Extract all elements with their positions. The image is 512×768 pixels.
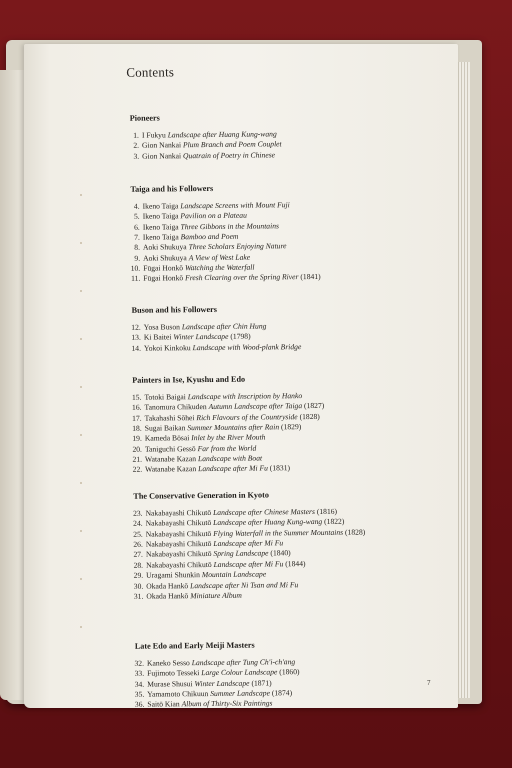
entry-title: Landscape after Mi Fu [213,559,284,569]
entry-artist: Yamamoto Chikuun [147,689,209,699]
entry-number: 24. [133,519,143,529]
entry-artist: Nakabayashi Chikutō [145,507,212,518]
entry-artist: Nakabayashi Chikutō [145,559,212,570]
binding-stitches [80,194,82,664]
entry-title: Landscape with Inscription by Hanko [187,391,303,402]
section-heading: Taiga and his Followers [130,183,214,194]
entry-number: 26. [133,539,143,549]
entry-year: (1816) [316,506,338,516]
entry-artist: Okada Hankō [146,580,189,591]
entry-number: 35. [134,689,145,699]
entry-number: 11. [131,274,141,284]
entry-title: Plum Branch and Poem Couplet [182,139,282,150]
entry-artist: Saitō Kian [147,699,180,710]
entry-number: 13. [131,333,141,343]
entry-title: Summer Landscape [210,688,270,699]
entry-number: 5. [133,211,140,222]
entry-artist: Nakabayashi Chikutō [145,518,212,529]
entry-number: 4. [133,201,140,211]
entry-artist: Okada Hankō [146,591,189,601]
entry-year: (1798) [230,331,251,342]
entry-title: Landscape Screens with Mount Fuji [180,200,290,211]
facing-page-edge [0,70,26,700]
entry-title: Landscape after Chinese Masters [212,506,315,517]
entry-title: Three Scholars Enjoying Nature [188,241,287,252]
entry-title: Quatrain of Poetry in Chinese [182,150,276,160]
entry-year: (1828) [344,527,366,537]
entry-artist: Aoki Shukuya [143,253,187,263]
entry-artist: Uragami Shunkin [146,570,200,580]
entry-artist: I Fukyu [141,130,166,140]
entry-number: 19. [132,434,142,444]
entry-title: Pavilion on a Plateau [180,210,247,221]
entry-artist: Fujimoto Tesseki [147,668,200,679]
entry-artist: Ikeno Taiga [142,232,179,242]
entry-number: 36. [134,700,145,710]
entry-year: (1874) [271,688,293,698]
entry-number: 20. [132,444,142,454]
entry-number: 30. [133,581,144,591]
entry-number: 1. [133,130,139,140]
section-heading: The Conservative Generation in Kyoto [133,490,269,501]
entry-year: (1871) [251,678,272,688]
entry-number: 32. [134,658,145,668]
entry-title: Flying Waterfall in the Summer Mountains [213,527,344,538]
entry-number: 28. [133,560,144,570]
entry-title: Spring Landscape [213,548,269,559]
entry-title: Bamboo and Poem [180,231,239,242]
entry-number: 14. [131,343,141,353]
entry-title: Autumn Landscape after Taiga [208,401,303,412]
entry-year: (1844) [285,558,306,569]
entry-title: Mountain Landscape [201,569,267,580]
entry-artist: Watanabe Kazan [144,454,197,464]
entry-title: Album of Thirty-Six Paintings [181,698,273,709]
entry-title: A View of West Lake [188,252,251,262]
entry-year: (1828) [299,411,320,421]
entry-number: 10. [130,263,141,273]
entry-title: Landscape after Mi Fu [198,463,268,474]
entry-title: Far from the World [197,443,257,453]
entry-artist: Gion Nankai [142,150,182,161]
entry-number: 34. [134,679,145,689]
section-heading: Buson and his Followers [131,304,217,315]
entry-number: 7. [134,232,140,242]
entry-number: 12. [131,322,141,332]
entry-number: 25. [133,529,143,539]
section-heading: Late Edo and Early Meiji Masters [134,640,255,651]
entry-artist: Ki Baitei [143,332,172,343]
entry-title: Landscape with Wood-plank Bridge [192,341,302,352]
entry-artist: Takahashi Sōhei [144,412,195,423]
entry-year: (1831) [269,463,291,473]
entry-title: Miniature Album [190,590,242,600]
entry-title: Landscape after Chin Hung [181,321,267,332]
entry-artist: Nakabayashi Chikutō [145,549,212,560]
entry-title: Landscape after Tung Ch'i-ch'ang [191,657,296,668]
entry-year: (1841) [300,272,321,282]
page-title: Contents [126,64,175,80]
entry-artist: Totoki Baigai [144,392,186,402]
entry-artist: Kaneko Sesso [146,658,190,668]
entry-artist: Nakabayashi Chikutō [145,539,212,549]
entry-number: 9. [134,253,141,263]
entry-number: 22. [132,465,143,475]
entry-artist: Ikeno Taiga [142,221,179,232]
entry-artist: Murase Shusui [147,678,193,689]
entry-artist: Gion Nankai [141,140,182,150]
page-number: 7 [427,679,431,687]
entry-title: Landscape after Huang Kung-wang [167,129,277,140]
entry-number: 3. [133,151,140,161]
entry-title: Landscape with Boat [197,453,263,464]
entry-number: 21. [132,454,143,464]
entry-artist: Ikeno Taiga [142,201,179,211]
entry-title: Winter Landscape [173,332,229,342]
entry-year: (1860) [279,667,300,677]
entry-artist: Fūgai Honkō [143,273,184,284]
entry-number: 2. [133,140,140,151]
entry-title: Winter Landscape [194,678,250,688]
entry-title: Watching the Waterfall [184,262,255,273]
entry-title: Landscape after Ni Tsan and Mi Fu [190,579,299,590]
entry-title: Rich Flavours of the Countryside [196,411,298,422]
section-heading: Painters in Ise, Kyushu and Edo [132,374,246,385]
entry-year: (1827) [303,401,325,411]
entry-artist: Watanabe Kazan [145,464,197,475]
entry-artist: Yokoi Kinkoku [143,342,191,353]
entry-number: 16. [131,403,142,413]
entry-number: 27. [133,550,143,560]
entry-title: Large Colour Landscape [201,667,278,678]
entry-title: Landscape after Mi Fu [213,538,284,549]
entry-number: 6. [134,222,140,232]
entry-year: (1840) [270,548,291,558]
entry-artist: Taniguchi Gessō [144,443,196,454]
entry-year: (1829) [280,422,302,432]
entry-title: Summer Mountains after Rain [187,422,280,433]
entry-number: 31. [133,591,144,601]
entry-title: Landscape after Huang Kung-wang [213,517,323,528]
entry-year: (1822) [324,517,345,527]
entry-artist: Tanomura Chikuden [144,402,207,413]
entry-artist: Aoki Shukuya [142,242,187,253]
entry-title: Inlet by the River Mouth [191,432,266,443]
entry-number: 23. [133,508,143,518]
entry-number: 33. [134,669,145,679]
entry-number: 8. [134,243,141,253]
entry-artist: Kameda Bōsai [144,433,190,444]
entry-artist: Yosa Buson [143,322,180,332]
entry-artist: Ikeno Taiga [142,211,179,221]
entry-title: Fresh Clearing over the Spring River [185,272,299,283]
entry-artist: Fūgai Honkō [143,263,184,273]
entry-artist: Sugai Baikan [144,423,186,433]
entry-artist: Nakabayashi Chikutō [145,528,212,539]
entry-number: 29. [133,570,144,580]
entry-title: Three Gibbons in the Mountains [180,221,279,231]
entry-number: 15. [131,392,142,402]
entry-number: 18. [132,423,142,433]
entry-number: 17. [132,413,142,423]
section-heading: Pioneers [129,113,160,123]
